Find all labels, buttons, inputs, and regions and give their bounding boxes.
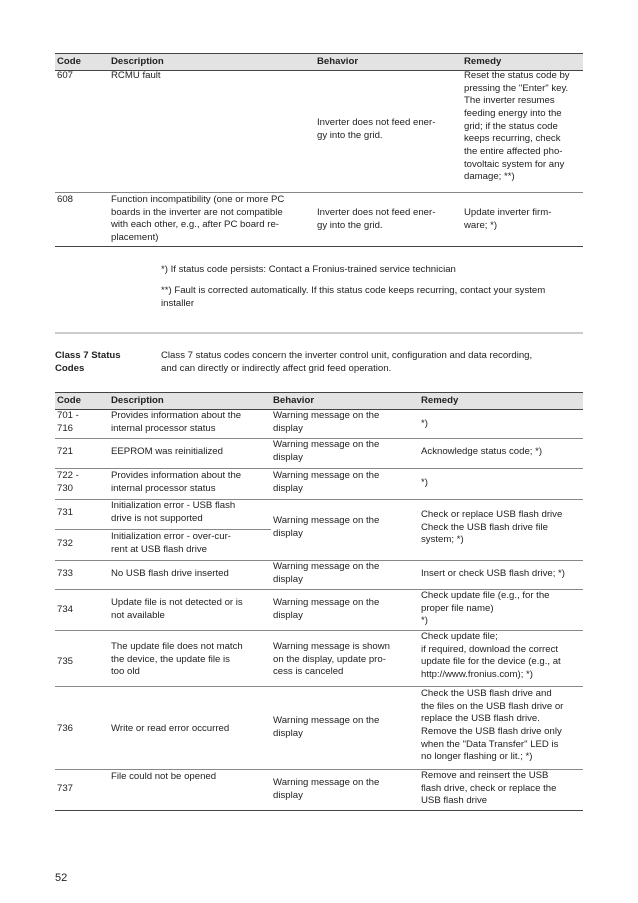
row-description: File could not be opened — [111, 771, 217, 782]
row-behavior: Warning message on the display — [273, 715, 380, 739]
row-behavior: Warning message on the display — [273, 777, 380, 801]
row-code: 736 — [57, 723, 74, 734]
header-description: Description — [111, 395, 164, 406]
row-behavior: Warning message on the display — [273, 515, 380, 539]
row-rule — [55, 468, 583, 469]
row-code: 737 — [57, 783, 74, 794]
row-remedy: Insert or check USB flash drive; *) — [421, 568, 565, 579]
row-behavior: Warning message on the display — [273, 410, 380, 434]
footnote-technician: *) If status code persists: Contact a Fronius-trained service technician — [161, 264, 456, 275]
row-behavior: Inverter does not feed ener- gy into the grid. — [317, 117, 436, 141]
page-number: 52 — [55, 872, 68, 884]
row-rule — [55, 686, 583, 687]
row-remedy: Check the USB flash drive and the files on the USB flash drive or replace the USB flash drive. Remove the USB flash drive only when the "Data Transfer" LED is no longer flashing or lit.; *) — [421, 688, 564, 763]
row-behavior: Warning message on the display — [273, 561, 380, 585]
section-divider — [55, 332, 583, 334]
row-code: 607 — [57, 70, 74, 81]
section-intro-text: Class 7 status codes concern the inverter control unit, configuration and data recording, and can directly or indirectly affect grid feed operation. — [161, 350, 533, 374]
header-behavior: Behavior — [317, 56, 359, 67]
table-bottom-rule — [55, 246, 583, 247]
table-bottom-rule — [55, 810, 583, 811]
row-behavior: Warning message on the display — [273, 470, 380, 494]
row-code: 608 — [57, 194, 74, 205]
row-description: Initialization error - over-cur- rent at USB flash drive — [111, 531, 231, 555]
row-remedy: Check or replace USB flash drive Check the USB flash drive file system; *) — [421, 509, 563, 546]
row-code: 731 — [57, 507, 74, 518]
row-remedy: *) — [421, 477, 428, 488]
row-code: 734 — [57, 604, 74, 615]
table-top-rule — [55, 53, 583, 54]
row-remedy: Update inverter firm- ware; *) — [464, 207, 552, 231]
row-remedy: *) — [421, 418, 428, 429]
section-heading: Class 7 Status Codes — [55, 350, 121, 374]
row-rule — [55, 529, 271, 530]
row-description: Update file is not detected or is not available — [111, 597, 243, 621]
row-remedy: Check update file (e.g., for the proper file name) *) — [421, 590, 550, 627]
row-description: No USB flash drive inserted — [111, 568, 229, 579]
table-top-rule — [55, 392, 583, 393]
header-code: Code — [57, 56, 81, 67]
row-code: 722 - 730 — [57, 470, 79, 494]
row-code: 701 - 716 — [57, 410, 79, 434]
row-description: EEPROM was reinitialized — [111, 446, 223, 457]
row-code: 721 — [57, 446, 74, 457]
row-rule — [55, 192, 583, 193]
row-code: 733 — [57, 568, 74, 579]
row-remedy: Check update file; if required, download the correct update file for the device (e.g., at http://www.fronius.com); *) — [421, 631, 561, 680]
row-behavior: Warning message on the display — [273, 597, 380, 621]
row-remedy: Reset the status code by pressing the "Enter" key. The inverter resumes feeding energy into the grid; if the status code keeps recurring, check the entire affected pho- tovoltaic system for any damage; **) — [464, 70, 570, 183]
row-description: The update file does not match the device, the update file is too old — [111, 641, 243, 678]
row-description: Function incompatibility (one or more PC boards in the inverter are not compatible with each other, e.g., after PC board re- placement) — [111, 194, 285, 243]
row-code: 735 — [57, 656, 74, 667]
row-description: Initialization error - USB flash drive is not supported — [111, 500, 236, 524]
row-behavior: Inverter does not feed ener- gy into the grid. — [317, 207, 436, 231]
header-remedy: Remedy — [464, 56, 502, 67]
header-remedy: Remedy — [421, 395, 459, 406]
row-behavior: Warning message is shown on the display, update pro- cess is canceled — [273, 641, 390, 678]
row-behavior: Warning message on the display — [273, 439, 380, 463]
footnote-auto-correct: **) Fault is corrected automatically. If this status code keeps recurring, contact your system installer — [161, 285, 546, 309]
row-remedy: Remove and reinsert the USB flash drive, check or replace the USB flash drive — [421, 770, 557, 807]
row-description: Provides information about the internal processor status — [111, 470, 242, 494]
row-remedy: Acknowledge status code; *) — [421, 446, 543, 457]
header-behavior: Behavior — [273, 395, 315, 406]
row-description: Write or read error occurred — [111, 723, 230, 734]
header-code: Code — [57, 395, 81, 406]
header-description: Description — [111, 56, 164, 67]
row-code: 732 — [57, 538, 74, 549]
row-description: RCMU fault — [111, 70, 161, 81]
row-description: Provides information about the internal processor status — [111, 410, 242, 434]
